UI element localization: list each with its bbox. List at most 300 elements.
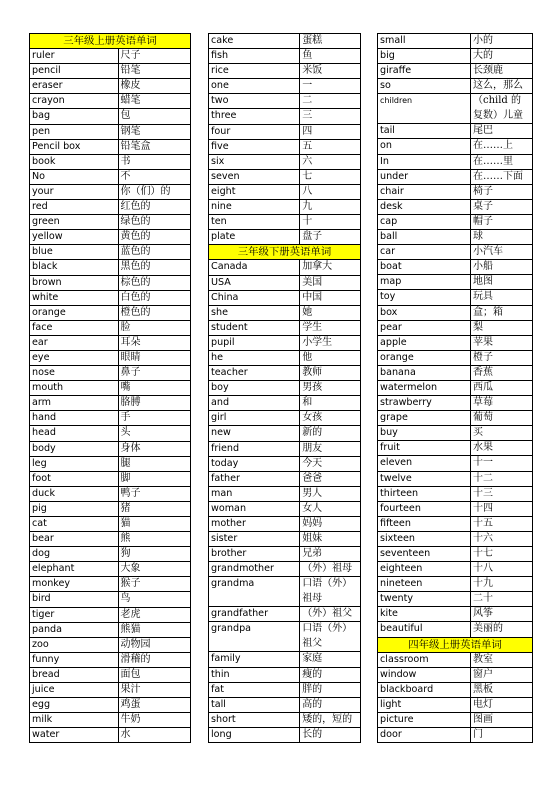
vocab-table-2 [208,33,361,743]
chinese-meaning: 十五 [471,516,533,531]
english-word: nine [209,200,300,215]
chinese-meaning: 十一 [471,456,533,471]
vocab-row [30,486,191,501]
vocab-row [30,728,191,743]
vocab-row [378,396,533,411]
english-word: watermelon [378,380,471,395]
chinese-meaning: 尺子 [118,49,190,64]
english-word: grandpa [209,622,300,652]
chinese-meaning: 高的 [300,697,361,712]
vocab-row [378,667,533,682]
chinese-meaning: 铅笔盒 [118,139,190,154]
vocab-row [378,441,533,456]
chinese-meaning: 十九 [471,577,533,592]
chinese-meaning: 脚 [118,471,190,486]
english-word: boy [209,381,300,396]
english-word: bread [30,667,119,682]
chinese-meaning: 橙色的 [118,305,190,320]
vocab-row [209,727,361,742]
english-word: orange [378,350,471,365]
chinese-meaning: 帽子 [471,214,533,229]
chinese-meaning: 大象 [118,562,190,577]
vocab-row [378,275,533,290]
english-word: pen [30,124,119,139]
english-word: fruit [378,441,471,456]
english-word: arm [30,396,119,411]
chinese-meaning: 你（们）的 [118,184,190,199]
chinese-meaning: 橡皮 [118,79,190,94]
chinese-meaning: 胳膊 [118,396,190,411]
chinese-meaning: 十 [300,215,361,230]
english-word: twelve [378,471,471,486]
section-header-row [378,637,533,652]
chinese-meaning: 十二 [471,471,533,486]
chinese-meaning: 桌子 [471,199,533,214]
vocab-row [30,366,191,381]
english-word: cap [378,214,471,229]
chinese-meaning: 电灯 [471,697,533,712]
vocab-row [209,667,361,682]
chinese-meaning: 玩具 [471,290,533,305]
vocab-row [30,622,191,637]
vocab-row [30,396,191,411]
chinese-meaning: 水果 [471,441,533,456]
vocab-row [30,79,191,94]
chinese-meaning: 口语（外）祖父 [300,622,361,652]
chinese-meaning: 牛奶 [118,713,190,728]
english-word: five [209,139,300,154]
english-word: sixteen [378,531,471,546]
chinese-meaning: 九 [300,200,361,215]
english-word: mother [209,517,300,532]
vocab-row [30,411,191,426]
english-word: grape [378,411,471,426]
english-word: leg [30,456,119,471]
chinese-meaning: 身体 [118,441,190,456]
vocab-row [30,154,191,169]
vocab-row [30,667,191,682]
chinese-meaning: 男人 [300,486,361,501]
vocab-row [209,366,361,381]
vocab-row [209,320,361,335]
vocab-row [209,547,361,562]
vocab-row [30,350,191,365]
english-word: plate [209,230,300,245]
vocab-row [30,184,191,199]
chinese-meaning: 眼睛 [118,350,190,365]
english-word: eighteen [378,562,471,577]
vocab-row [378,34,533,49]
chinese-meaning: 香蕉 [471,365,533,380]
chinese-meaning: 她 [300,305,361,320]
vocab-row [378,531,533,546]
chinese-meaning: 小学生 [300,335,361,350]
vocab-row [30,517,191,532]
english-word: pear [378,320,471,335]
chinese-meaning: 朋友 [300,441,361,456]
chinese-meaning: 矮的，短的 [300,712,361,727]
vocab-row [209,275,361,290]
english-word: car [378,245,471,260]
english-word: twenty [378,592,471,607]
chinese-meaning: 胖的 [300,682,361,697]
chinese-meaning: 蓝色的 [118,245,190,260]
vocab-row [30,441,191,456]
chinese-meaning: 爸爸 [300,471,361,486]
chinese-meaning: 鸟 [118,592,190,607]
vocab-row [378,79,533,94]
chinese-meaning: 书 [118,154,190,169]
english-word: strawberry [378,396,471,411]
vocab-row [378,622,533,637]
vocab-row [209,154,361,169]
english-word: family [209,652,300,667]
english-word: girl [209,411,300,426]
chinese-meaning: 小汽车 [471,245,533,260]
vocab-row [30,683,191,698]
vocab-row [378,139,533,154]
english-word: man [209,486,300,501]
english-word: grandfather [209,607,300,622]
english-word: light [378,697,471,712]
chinese-meaning: 今天 [300,456,361,471]
chinese-meaning: 十四 [471,501,533,516]
english-word: sister [209,532,300,547]
vocab-row [30,592,191,607]
chinese-meaning: 动物园 [118,637,190,652]
english-word: on [378,139,471,154]
english-word: eye [30,350,119,365]
vocab-row [30,124,191,139]
vocab-row [30,169,191,184]
vocab-row [30,275,191,290]
english-word: pig [30,501,119,516]
vocab-row [30,652,191,667]
chinese-meaning: 在……下面 [471,169,533,184]
chinese-meaning: 米饭 [300,64,361,79]
vocab-row [378,184,533,199]
english-word: long [209,727,300,742]
vocab-row [378,260,533,275]
chinese-meaning: 绿色的 [118,215,190,230]
vocab-column-1 [29,33,191,743]
section-header-row [209,245,361,260]
chinese-meaning: 黑色的 [118,260,190,275]
english-word: teacher [209,366,300,381]
english-word: duck [30,486,119,501]
english-word: small [378,34,471,49]
chinese-meaning: 女人 [300,501,361,516]
english-word: giraffe [378,64,471,79]
vocab-row [30,94,191,109]
vocab-row [209,79,361,94]
english-word: fourteen [378,501,471,516]
english-word: he [209,350,300,365]
english-word: In [378,154,471,169]
chinese-meaning: 长颈鹿 [471,64,533,79]
chinese-meaning: 教师 [300,366,361,381]
english-word: grandmother [209,562,300,577]
chinese-meaning: 二 [300,94,361,109]
english-word: fifteen [378,516,471,531]
chinese-meaning: 十六 [471,531,533,546]
vocab-row [209,305,361,320]
chinese-meaning: 瘦的 [300,667,361,682]
vocab-row [30,607,191,622]
vocab-row [378,652,533,667]
chinese-meaning: 黑板 [471,682,533,697]
english-word: tail [378,124,471,139]
vocab-row [30,260,191,275]
vocab-row [378,169,533,184]
english-word: one [209,79,300,94]
chinese-meaning: 大的 [471,49,533,64]
chinese-meaning: 新的 [300,426,361,441]
english-word: fat [209,682,300,697]
english-word: nose [30,366,119,381]
english-word: foot [30,471,119,486]
english-word: friend [209,441,300,456]
english-word: apple [378,335,471,350]
vocab-row [209,577,361,607]
vocab-row [378,713,533,728]
vocab-row [209,622,361,652]
vocab-row [378,230,533,245]
vocab-row [378,682,533,697]
english-word: water [30,728,119,743]
vocab-row [378,547,533,562]
vocab-row [30,109,191,124]
chinese-meaning: 美国 [300,275,361,290]
chinese-meaning: 耳朵 [118,335,190,350]
english-word: body [30,441,119,456]
english-word: three [209,109,300,124]
chinese-meaning: 球 [471,230,533,245]
chinese-meaning: 盒；箱 [471,305,533,320]
vocab-row [30,532,191,547]
chinese-meaning: 二十 [471,592,533,607]
chinese-meaning: 长的 [300,727,361,742]
english-word: short [209,712,300,727]
vocab-row [30,426,191,441]
chinese-meaning: 地图 [471,275,533,290]
chinese-meaning: 十三 [471,486,533,501]
english-word: grandma [209,577,300,607]
vocab-row [30,245,191,260]
chinese-meaning: 他 [300,350,361,365]
english-word: ten [209,215,300,230]
chinese-meaning: 家庭 [300,652,361,667]
chinese-meaning: 中国 [300,290,361,305]
chinese-meaning: 椅子 [471,184,533,199]
vocab-row [378,607,533,622]
section-title: 三年级下册英语单词 [209,245,361,260]
chinese-meaning: 面包 [118,667,190,682]
vocab-row [30,230,191,245]
chinese-meaning: 钢笔 [118,124,190,139]
vocab-row [209,139,361,154]
chinese-meaning: 不 [118,169,190,184]
chinese-meaning: 小的 [471,34,533,49]
vocab-row [209,34,361,49]
vocab-row [209,411,361,426]
vocab-column-3 [377,33,533,743]
english-word: father [209,471,300,486]
vocab-row [209,109,361,124]
english-word: chair [378,184,471,199]
chinese-meaning: 一 [300,79,361,94]
english-word: children [378,94,471,124]
vocab-row [209,426,361,441]
vocab-row [209,562,361,577]
vocab-row [209,64,361,79]
vocab-row [378,214,533,229]
vocab-row [378,350,533,365]
vocab-row [378,577,533,592]
vocab-row [378,456,533,471]
english-word: brother [209,547,300,562]
vocab-row [209,682,361,697]
english-word: thin [209,667,300,682]
chinese-meaning: 鼻子 [118,366,190,381]
english-word: beautiful [378,622,471,637]
chinese-meaning: 学生 [300,320,361,335]
vocab-row [209,124,361,139]
english-word: dog [30,547,119,562]
english-word: monkey [30,577,119,592]
english-word: today [209,456,300,471]
vocab-row [209,486,361,501]
chinese-meaning: 和 [300,396,361,411]
chinese-meaning: 风筝 [471,607,533,622]
chinese-meaning: 老虎 [118,607,190,622]
vocab-row [209,335,361,350]
vocab-row [30,290,191,305]
vocab-row [30,637,191,652]
chinese-meaning: （外）祖父 [300,607,361,622]
english-word: eleven [378,456,471,471]
vocab-row [30,200,191,215]
english-word: tall [209,697,300,712]
english-word: door [378,728,471,743]
vocab-row [378,365,533,380]
english-word: red [30,200,119,215]
chinese-meaning: 葡萄 [471,411,533,426]
english-word: zoo [30,637,119,652]
chinese-meaning: 蜡笔 [118,94,190,109]
chinese-meaning: 脸 [118,320,190,335]
chinese-meaning: （child 的复数）儿童 [471,94,533,124]
chinese-meaning: 四 [300,124,361,139]
english-word: blue [30,245,119,260]
english-word: seventeen [378,547,471,562]
vocab-row [209,169,361,184]
chinese-meaning: 八 [300,184,361,199]
english-word: cake [209,34,300,49]
english-word: No [30,169,119,184]
vocab-row [378,199,533,214]
vocab-row [30,698,191,713]
chinese-meaning: 嘴 [118,381,190,396]
vocab-row [30,381,191,396]
vocab-row [209,607,361,622]
english-word: classroom [378,652,471,667]
chinese-meaning: 口语（外）祖母 [300,577,361,607]
english-word: four [209,124,300,139]
chinese-meaning: 熊 [118,532,190,547]
vocab-row [378,320,533,335]
english-word: nineteen [378,577,471,592]
vocab-row [378,124,533,139]
english-word: desk [378,199,471,214]
chinese-meaning: 蛋糕 [300,34,361,49]
chinese-meaning: 猪 [118,501,190,516]
vocab-row [209,652,361,667]
vocab-row [30,305,191,320]
vocab-row [378,501,533,516]
vocab-row [378,64,533,79]
chinese-meaning: 包 [118,109,190,124]
english-word: egg [30,698,119,713]
section-header-row [30,34,191,49]
chinese-meaning: （外）祖母 [300,562,361,577]
chinese-meaning: 男孩 [300,381,361,396]
chinese-meaning: 白色的 [118,290,190,305]
vocab-row [30,501,191,516]
chinese-meaning: 苹果 [471,335,533,350]
english-word: fish [209,49,300,64]
vocab-row [209,49,361,64]
vocab-row [209,396,361,411]
chinese-meaning: 在……上 [471,139,533,154]
english-word: banana [378,365,471,380]
vocab-row [378,94,533,124]
chinese-meaning: 鱼 [300,49,361,64]
chinese-meaning: 五 [300,139,361,154]
chinese-meaning: 红色的 [118,200,190,215]
chinese-meaning: 教室 [471,652,533,667]
vocab-row [209,532,361,547]
english-word: funny [30,652,119,667]
chinese-meaning: 三 [300,109,361,124]
english-word: Pencil box [30,139,119,154]
vocab-row [30,456,191,471]
chinese-meaning: 十七 [471,547,533,562]
chinese-meaning: 买 [471,426,533,441]
vocab-row [209,456,361,471]
english-word: tiger [30,607,119,622]
chinese-meaning: 狗 [118,547,190,562]
english-word: woman [209,501,300,516]
english-word: pencil [30,64,119,79]
chinese-meaning: 腿 [118,456,190,471]
vocab-row [30,320,191,335]
vocab-row [209,290,361,305]
chinese-meaning: 兄弟 [300,547,361,562]
vocab-row [30,562,191,577]
vocab-row [209,230,361,245]
chinese-meaning: 姐妹 [300,532,361,547]
english-word: big [378,49,471,64]
english-word: thirteen [378,486,471,501]
section-title: 三年级上册英语单词 [30,34,191,49]
vocab-row [30,713,191,728]
english-word: picture [378,713,471,728]
english-word: panda [30,622,119,637]
chinese-meaning: 小船 [471,260,533,275]
vocab-table-3 [377,33,533,743]
english-word: ball [378,230,471,245]
